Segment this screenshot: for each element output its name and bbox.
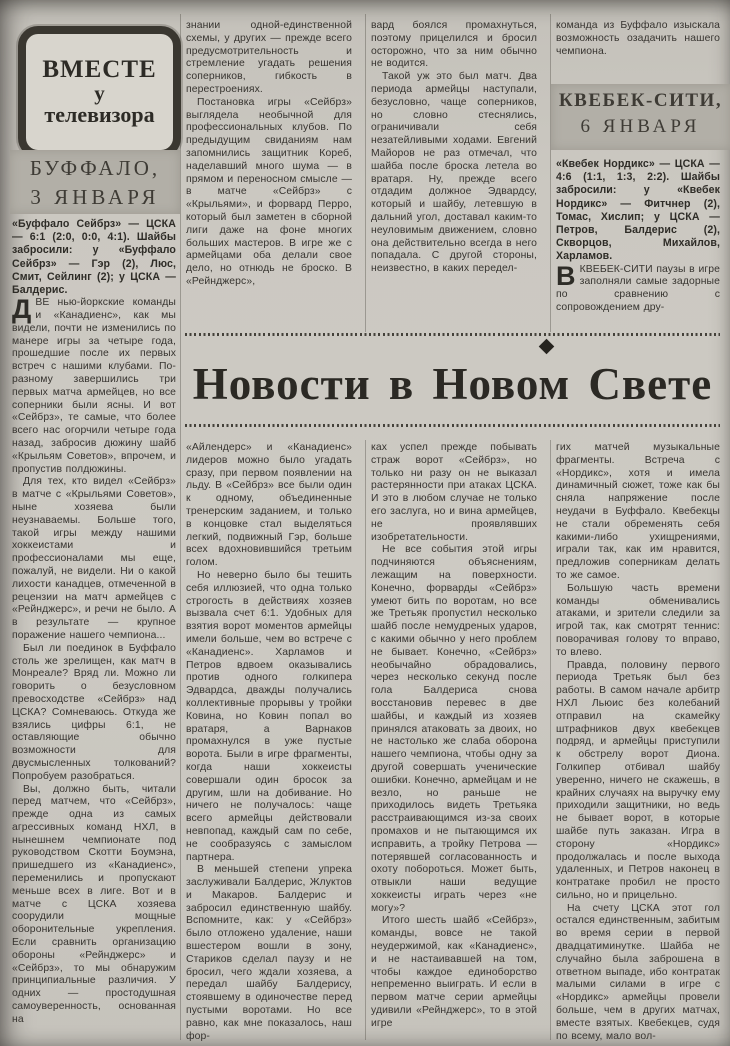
masthead-line2: у [94, 81, 105, 105]
quebec-dateline-date: 6 ЯНВАРЯ [580, 116, 701, 137]
dropcap-letter: Д [12, 294, 32, 325]
article-paragraph: Большую часть времени команды обменивались атаками, и зрители следили за игрой так, как смотрят теннис: поворачивая голову то вправо, то влево. [556, 582, 720, 658]
paragraph-text: ВЕ нью-йоркские команды и «Канадиенс», как мы видели, почти не изменились по манере игры за четыре года, прошедшие после их первых встреч с нашими клубами. По-разному завершились три первых матча армейцев, но все соперники были ясны. И вот «Сейбрз», те самые, что более всего нас огорчили четыре года назад, забросив дюжину шайб «Крыльям Советов», впрочем, и пропустив полдюжины. [12, 297, 176, 475]
buffalo-score-lead: «Буффало Сейбрз» — ЦСКА — 6:1 (2:0, 0:0, 4:1). Шайбы забросили: у «Буффало Сейбрз» — Гэр (2), Люс, Смит, Сейлинг (2); у ЦСКА — Балдерис. [12, 218, 176, 297]
article-paragraph: «Айлендерс» и «Канадиенс» лидеров можно было угадать сразу, при первом появлении на льду. В «Сейбрз» все были один к одному, объединенные тренерским заданием, и только в концовке стал выделяться легкий, подвижный Гэр, больше всех вдохновившийся третьим голом. [186, 442, 352, 569]
article-paragraph: Постановка игры «Сейбрз» выглядела необычной для профессиональных клубов. По предыдущим свиданиям нам запомнились защитник Кореб, наделавший много шума — в прямом и переносном смысле — в матче «Сейбрз» с «Крыльями», и форвард Перро, который был заметен в сборной лиги даже на фоне многих больших мастеров. В игре же с армейцами оба делали свое дело, но отнюдь не броско. В «Рейнджерс», [186, 96, 352, 287]
article-paragraph [556, 260, 720, 315]
masthead-tv-box [18, 26, 181, 158]
column-3-bottom-text [371, 442, 537, 1042]
article-paragraph: Итого шесть шайб «Сейбрз», команды, вовсе не такой неудержимой, как «Канадиенс», и не настаивавшей на том, чтобы каждое единоборство непременно выиграть. И если в первом матче серии армейцы удивили «Рейнджерс», то в этой игре [371, 915, 537, 1029]
column-rule [365, 440, 366, 1040]
column-2-top-text [186, 20, 352, 332]
article-paragraph: гих матчей музыкальные фрагменты. Встреча с «Нордикс», хотя и имела динамичный сюжет, тоже как бы сняла напряжение после неудачи в Буффало. Квебекцы не стали обременять себя какими-либо ухищрениями, играли так, как им нравится, предложив соперникам делать то же самое. [556, 442, 720, 581]
column-rule [550, 14, 551, 332]
article-paragraph: Такой уж это был матч. Два периода армейцы наступали, безусловно, чаще соперников, но словно стеснялись, ограничивали себя незатейливыми ходами. Евгений Майоров не раз отмечал, что шайба после броска летела во вратаря. Ну, прежде всего отдадим должное Эдвардсу, который и шайбу, летевшую в дальний угол, доставал каким-то неуловимым движением, словно она действительно всегда в него попадала. С другой стороны, неизвестно, в каких передел- [371, 71, 537, 275]
article-paragraph: Для тех, кто видел «Сейбрз» в матче с «Крыльями Советов», ныне хозяева были неузнаваемы. Больше того, такой игры между нашими хоккеистами и профессионалами мы еще, пожалуй, не видели. Ни о какой лихости канадцев, отмеченной в рецензии на матч армейцев с «Рейнджерс», и речи не было. А в результате — крупное поражение нашего чемпиона... [12, 476, 176, 641]
column-3-top-text [371, 20, 537, 332]
masthead-line3: телевизора [44, 102, 155, 127]
article-paragraph [12, 294, 176, 476]
quebec-dateline-banner [551, 84, 730, 150]
main-headline: Новости в Новом Свете [192, 359, 713, 409]
article-paragraph: Правда, половину первого периода Третьяк был без работы. В самом начале арбитр НХЛ Льюис без колебаний отправил на скамейку штрафников двух квебекцев подряд, и армейцы приступили к обстрелу ворот Диона. Голкипер отбивал шайбу уверенно, ничего не скажешь, в крайних случаях на выручку ему приходили защитники, но ведь не бывает ворот, в которые шайбе путь заказан. Игра в сторону «Нордикс» продолжалась и после выхода удаленных, и Петров наконец в контратаке пробил не просто сильно, но и прицельно. [556, 659, 720, 901]
article-paragraph: На счету ЦСКА этот гол остался единственным, забитым во время серии в первой двадцатиминутке. Шайба не случайно была заброшена в ответном выпаде, ибо контратак малыми силами в игре с «Нордикс» армейцы провели больше, чем в других матчах, вместе взятых. Квебекцев, судя по всему, мало вол- [556, 902, 720, 1042]
column-rule [365, 14, 366, 332]
column-2-bottom-text [186, 442, 352, 1042]
dropcap-letter: В [556, 260, 576, 291]
column-1-text [12, 218, 176, 1042]
buffalo-dateline-city: БУФФАЛО, [29, 156, 161, 180]
article-paragraph: знании одной-единственной схемы, у других — прежде всего предусмотрительность и стремление угадать решения соперников, гибкость в перестроениях. [186, 20, 352, 95]
column-4-top-text [556, 20, 720, 80]
article-paragraph: вард боялся промахнуться, поэтому прицелился и бросил осторожно, что за ним обычно не водится. [371, 20, 537, 70]
article-paragraph: команда из Буффало изыскала возможность озадачить нашего чемпиона. [556, 20, 720, 57]
dotted-rule-bottom [185, 424, 720, 427]
buffalo-dateline-date: 3 ЯНВАРЯ [30, 185, 160, 209]
article-paragraph: Вы, должно быть, читали перед матчем, что «Сейбрз», прежде одна из самых агрессивных команд НХЛ, в нынешнем чемпионате под руководством Скотти Боумэна, пришедшего из «Канадиенс», переменились и пропускают меньше всех в лиге. Вот и в матче с ЦСКА хозяева соорудили мощные оборонительные укрепления. Если сравнить организацию обороны «Рейнджерс» и «Сейбрз», то мы обнаружим принципиальные различия. У одних — простодушная самоуверенность, основанная на [12, 783, 176, 1025]
quebec-lead-block [556, 158, 720, 332]
article-paragraph: ках успел прежде побывать страж ворот «Сейбрз», но только ни разу он не выказал растерянности при атаках ЦСКА. И это в любом случае не только его заслуга, но и вина армейцев, не проявлявших изобретательности. [371, 442, 537, 543]
dotted-rule-top [185, 333, 720, 336]
column-4-bottom-text [556, 442, 720, 1042]
masthead-line1: ВМЕСТЕ [42, 56, 157, 83]
quebec-dateline-city: КВЕБЕК-СИТИ, [558, 90, 723, 111]
article-paragraph: В меньшей степени упрека заслуживали Балдерис, Жлуктов и Макаров. Балдерис и забросил единственную шайбу. Вспомните, как: у «Сейбрз» было отложено удаление, наши вшестером вошли в зону, Стариков сделал паузу и не бросил, чего ждали хозяева, а передал шайбу Балдерису, стоявшему в одиночестве перед пустыми воротами. Но все равно, как мне показалось, наш фор- [186, 864, 352, 1042]
column-rule [180, 14, 181, 1040]
buffalo-dateline-banner [10, 150, 180, 214]
paragraph-text: КВЕБЕК-СИТИ паузы в игре заполняли самые задорные по сравнению с сопровождением дру- [556, 263, 720, 314]
column-rule [550, 440, 551, 1040]
article-paragraph: Но неверно было бы тешить себя иллюзией, что одна только строгость в действиях хозяев вызвала счет 6:1. Удобных для взятия ворот моментов армейцы имели больше, чем во встрече с «Канадиенс». Харламов и Петров вдвоем оказывались против одного голкипера Эдвардса, дважды получались коллективные прорывы у тройки Ковина, но Ковин попал во вратаря, а Варнаков промахнулся в уже пустые ворота. Были в игре фрагменты, когда наши хоккеисты совершали один бросок за другим, шли на добивание. Но ничего не получалось: чаще всего армейцы действовали невпопад, каждый сам по себе, не сообразуясь с замыслом партнера. [186, 569, 352, 863]
article-paragraph: Был ли поединок в Буффало столь же зрелищен, как матч в Монреале? Вряд ли. Можно ли говорить о безусловном превосходстве «Сейбрз» над ЦСКА? Сомневаюсь. Откуда же взялись цифры 6:1, не оставляющие обычно возможности для двусмысленных толкований? Попробуем разобраться. [12, 642, 176, 782]
quebec-score-lead: «Квебек Нордикс» — ЦСКА — 4:6 (1:1, 1:3, 2:2). Шайбы забросили: у «Квебек Нордикс» — Фитчнер (2), Томас, Хислип; у ЦСКА — Петров, Балдерис (2), Скворцов, Михайлов, Харламов. [556, 158, 720, 263]
article-paragraph: Не все события этой игры подчиняются объяснениям, лежащим на поверхности. Конечно, форварды «Сейбрз» умеют бить по воротам, но все же Третьяк пропустил несколько шайб после немудреных ударов, с какими обычно у него проблем не бывает. Конечно, «Сейбрз» необычайно обрадовались, через несколько секунд после гола Балдериса снова восстановив перевес в две шайбы, и каждый из хозяев принялся атаковать за двоих, но не настолько же слаба оборона нашего чемпиона, чтобы одну за другой совершать ученические ошибки. Конечно, армейцам и не везло, но раньше не приходилось видеть Третьяка расстраивающимся из-за своих промахов и не пытающимся их исправить, а тройку Петрова — потерявшей согласованность и охоту побороться. Может быть, отвыкли наши ведущие хоккеисты играть через «не могу»? [371, 544, 537, 914]
